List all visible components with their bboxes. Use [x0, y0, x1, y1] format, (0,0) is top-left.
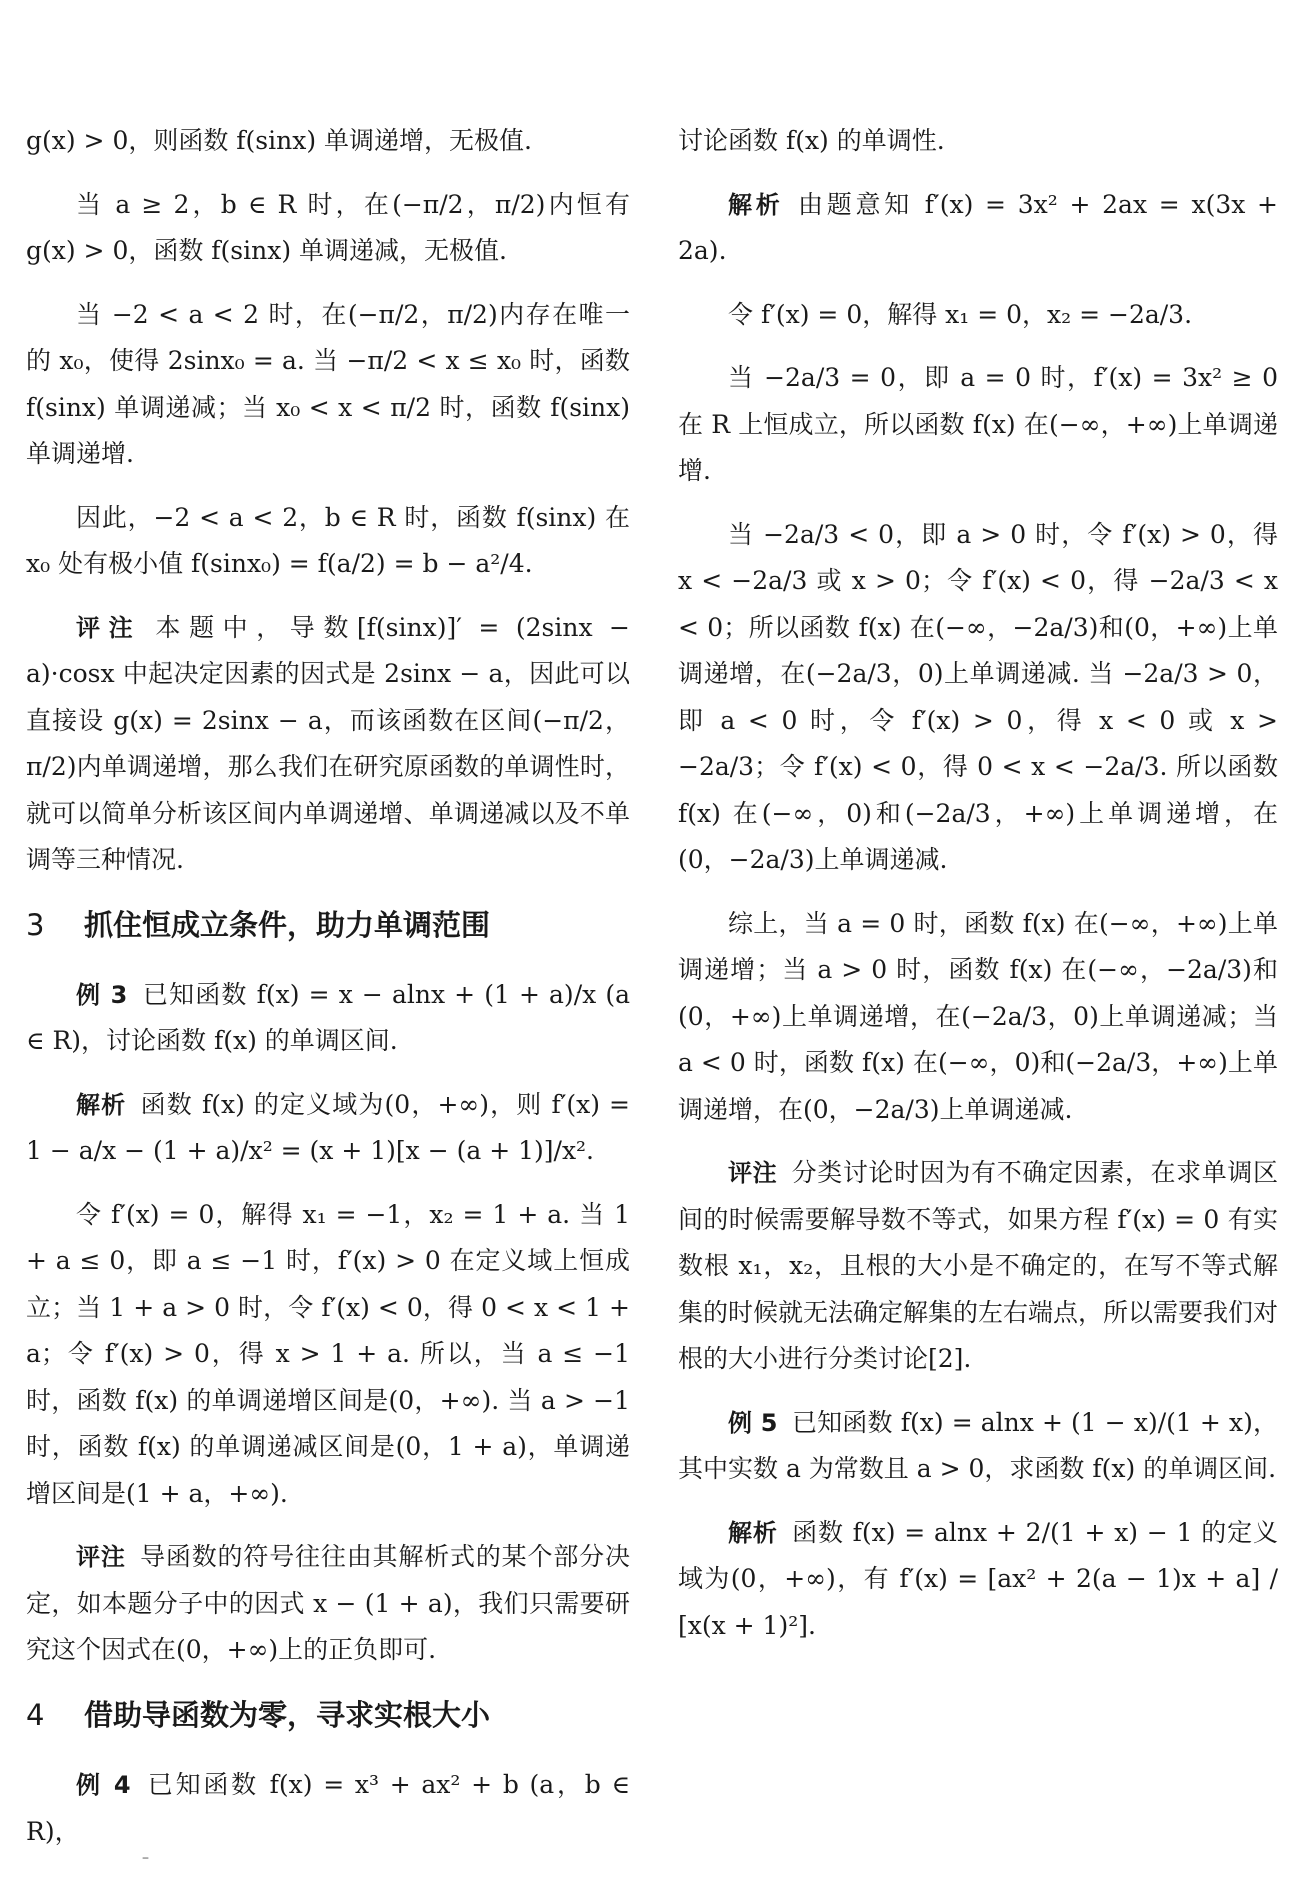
paragraph: [26, 605, 630, 884]
paragraph-text: 已知函数 f(x) = x³ + ax² + b (a，b ∈ R)，: [26, 1770, 631, 1846]
section-heading: [26, 901, 630, 950]
paragraph: [26, 1534, 630, 1674]
paragraph: [678, 1510, 1278, 1650]
paragraph: [26, 1762, 630, 1855]
paragraph-text: 综上，当 a = 0 时，函数 f(x) 在(−∞，+∞)上单调递增；当 a > 0 时，函数 f(x) 在(−∞，−2a/3)和(0，+∞)上单调递增，在(−2a/3，0)上单调递减；当 a < 0 时，函数 f(x) 在(−∞，0)和(−2a/3，+∞)上单调递增，在(0，−2a/3)上单调递减.: [678, 908, 1278, 1124]
paragraph: [26, 1192, 630, 1518]
paragraph-label: 例 3: [76, 980, 128, 1009]
paragraph-label: 评注: [728, 1159, 778, 1187]
paragraph-text: 当 a ≥ 2，b ∈ R 时，在(−π/2，π/2)内恒有 g(x) > 0，函数 f(sinx) 单调递减，无极值.: [26, 189, 630, 265]
paragraph: [26, 972, 630, 1065]
paragraph-text: 当 −2 < a < 2 时，在(−π/2，π/2)内存在唯一的 x₀，使得 2sinx₀ = a. 当 −π/2 < x ≤ x₀ 时，函数 f(sinx) 单调递减；当 x₀ < x < π/2 时，函数 f(sinx) 单调递增.: [26, 299, 630, 468]
left-column: [26, 118, 630, 1872]
paragraph-text: g(x) > 0，则函数 f(sinx) 单调递增，无极值.: [26, 126, 532, 155]
paragraph-text: 由题意知 f′(x) = 3x² + 2ax = x(3x + 2a).: [678, 189, 1278, 265]
paragraph: [678, 512, 1278, 884]
paragraph: [26, 292, 630, 478]
paragraph: [678, 118, 1278, 165]
paragraph-label: 解析: [728, 190, 784, 219]
section-heading: [26, 1691, 630, 1740]
section-number: 4: [26, 1697, 45, 1732]
paragraph-label: 例 4: [76, 1771, 131, 1800]
paragraph-text: 已知函数 f(x) = alnx + (1 − x)/(1 + x)，其中实数 a 为常数且 a > 0，求函数 f(x) 的单调区间.: [678, 1407, 1278, 1483]
paragraph-text: 令 f′(x) = 0，解得 x₁ = −1，x₂ = 1 + a. 当 1 + a ≤ 0，即 a ≤ −1 时，f′(x) > 0 在定义域上恒成立；当 1 + a > 0 时，令 f′(x) < 0，得 0 < x < 1 + a；令 f′(x) > 0，得 x > 1 + a. 所以，当 a ≤ −1 时，函数 f(x) 的单调递增区间是(0，+∞). 当 a > −1 时，函数 f(x) 的单调递减区间是(0，1 + a)，单调递增区间是(1 + a，+∞).: [26, 1199, 630, 1508]
paragraph-text: 因此，−2 < a < 2，b ∈ R 时，函数 f(sinx) 在 x₀ 处有极小值 f(sinx₀) = f(a/2) = b − a²/4.: [26, 502, 630, 578]
section-number: 3: [26, 907, 45, 942]
paragraph-label: 解析: [76, 1090, 127, 1119]
paragraph-label: 例 5: [728, 1408, 778, 1437]
paragraph-text: 当 −2a/3 = 0，即 a = 0 时，f′(x) = 3x² ≥ 0 在 R 上恒成立，所以函数 f(x) 在(−∞，+∞)上单调递增.: [678, 363, 1278, 485]
paragraph: [26, 495, 630, 588]
paragraph-label: 评注: [76, 613, 142, 642]
paragraph-text: 分类讨论时因为有不确定因素，在求单调区间的时候需要解导数不等式，如果方程 f′(x) = 0 有实数根 x₁，x₂，且根的大小是不确定的，在写不等式解集的时候就无法确定解集的左右端点，所以需要我们对根的大小进行分类讨论[2].: [678, 1158, 1279, 1373]
paragraph: [678, 182, 1278, 275]
paragraph-label: 解析: [728, 1518, 778, 1547]
paragraph: [26, 182, 630, 275]
paragraph: [678, 292, 1278, 339]
paragraph-text: 当 −2a/3 < 0，即 a > 0 时，令 f′(x) > 0，得 x < −2a/3 或 x > 0；令 f′(x) < 0，得 −2a/3 < x < 0；所以函数 f(x) 在(−∞，−2a/3)和(0，+∞)上单调递增，在(−2a/3，0)上单调递减. 当 −2a/3 > 0，即 a < 0 时，令 f′(x) > 0，得 x < 0 或 x > −2a/3；令 f′(x) < 0，得 0 < x < −2a/3. 所以函数 f(x) 在(−∞，0)和(−2a/3，+∞)上单调递增，在(0，−2a/3)上单调递减.: [678, 519, 1278, 874]
paragraph: [678, 1400, 1278, 1493]
paragraph: [678, 901, 1278, 1134]
paragraph-text: 讨论函数 f(x) 的单调性.: [678, 126, 945, 155]
paragraph: [678, 355, 1278, 495]
paragraph: [26, 1082, 630, 1175]
paragraph-text: 函数 f(x) = alnx + 2/(1 + x) − 1 的定义域为(0，+∞)，有 f′(x) = [ax² + 2(a − 1)x + a] / [x(x + 1)²].: [678, 1517, 1279, 1640]
paragraph: [678, 1150, 1278, 1383]
paragraph: [26, 118, 630, 165]
paragraph-text: 已知函数 f(x) = x − alnx + (1 + a)/x (a ∈ R)，讨论函数 f(x) 的单调区间.: [26, 979, 630, 1056]
paragraph-text: 令 f′(x) = 0，解得 x₁ = 0，x₂ = −2a/3.: [728, 299, 1193, 329]
right-column: [678, 118, 1278, 1666]
footer-mark: –: [142, 1850, 149, 1866]
paragraph-text: 导函数的符号往往由其解析式的某个部分决定，如本题分子中的因式 x − (1 + a)，我们只需要研究这个因式在(0，+∞)上的正负即可.: [26, 1542, 630, 1665]
section-title: 借助导函数为零，寻求实根大小: [84, 1697, 491, 1732]
section-title: 抓住恒成立条件，助力单调范围: [84, 907, 491, 942]
paragraph-text: 本题中，导数[f(sinx)]′ = (2sinx − a)·cosx 中起决定因素的因式是 2sinx − a，因此可以直接设 g(x) = 2sinx − a，而该函数在区间(−π/2，π/2)内单调递增，那么我们在研究原函数的单调性时，就可以简单分析该区间内单调递增、单调递减以及不单调等三种情况.: [26, 612, 631, 874]
paragraph-text: 函数 f(x) 的定义域为(0，+∞)，则 f′(x) = 1 − a/x − (1 + a)/x² = (x + 1)[x − (a + 1)]/x².: [26, 1089, 630, 1166]
paragraph-label: 评注: [76, 1543, 126, 1572]
